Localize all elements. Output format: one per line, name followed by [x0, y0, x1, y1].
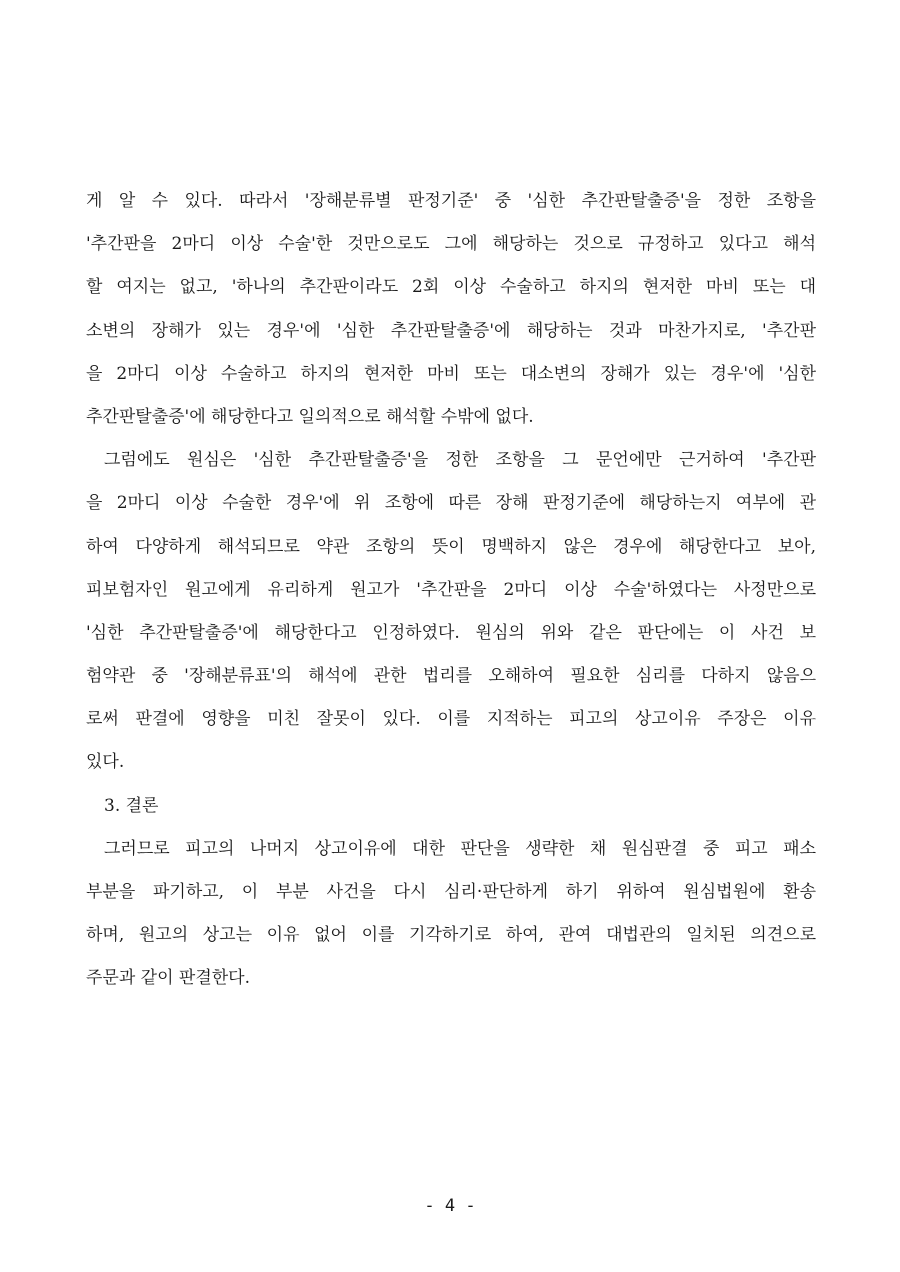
text-line: '심한 추간판탈출증'에 해당한다고 인정하였다. 원심의 위와 같은 판단에는 이 사건 보 — [86, 622, 816, 643]
paragraph-4 — [86, 828, 816, 1001]
text-line: 험약관 중 '장해분류표'의 해석에 관한 법리를 오해하여 필요한 심리를 다하지 않음으 — [86, 666, 816, 687]
paragraph-1 — [86, 180, 816, 439]
text-line: 그러므로 피고의 나머지 상고이유에 대한 판단을 생략한 채 원심판결 중 피고 패소 — [104, 838, 816, 859]
text-line: 하며, 원고의 상고는 이유 없어 이를 기각하기로 하여, 관여 대법관의 일치된 의견으로 — [86, 925, 816, 946]
text-line: 로써 판결에 영향을 미친 잘못이 있다. 이를 지적하는 피고의 상고이유 주장은 이유 — [86, 709, 816, 730]
text-line: 피보험자인 원고에게 유리하게 원고가 '추간판을 2마디 이상 수술'하였다는 사정만으로 — [86, 579, 816, 600]
paragraph-2 — [86, 439, 816, 785]
text-line: 게 알 수 있다. 따라서 '장해분류별 판정기준' 중 '심한 추간판탈출증'을 정한 조항을 — [86, 191, 816, 211]
document-body — [86, 180, 816, 1001]
text-line: '추간판을 2마디 이상 수술'한 것만으로도 그에 해당하는 것으로 규정하고 있다고 해석 — [86, 234, 816, 255]
text-line: 있다. — [86, 752, 125, 773]
text-line: 할 여지는 없고, '하나의 추간판이라도 2회 이상 수술하고 하지의 현저한 마비 또는 대 — [86, 277, 816, 298]
text-line: 추간판탈출증'에 해당한다고 일의적으로 해석할 수밖에 없다. — [86, 406, 534, 427]
section-heading-conclusion — [86, 785, 816, 828]
heading-text: 3. 결론 — [104, 795, 159, 816]
text-line: 을 2마디 이상 수술하고 하지의 현저한 마비 또는 대소변의 장해가 있는 경우'에 '심한 — [86, 363, 816, 384]
text-line: 을 2마디 이상 수술한 경우'에 위 조항에 따른 장해 판정기준에 해당하는지 여부에 관 — [86, 493, 816, 514]
text-line: 소변의 장해가 있는 경우'에 '심한 추간판탈출증'에 해당하는 것과 마찬가지로, '추간판 — [86, 320, 816, 341]
text-line: 그럼에도 원심은 '심한 추간판탈출증'을 정한 조항을 그 문언에만 근거하여 '추간판 — [104, 450, 816, 471]
text-line: 하여 다양하게 해석되므로 약관 조항의 뜻이 명백하지 않은 경우에 해당한다고 보아, — [86, 536, 816, 557]
text-line: 주문과 같이 판결한다. — [86, 968, 251, 989]
page-number: - 4 - — [424, 1196, 476, 1216]
text-line: 부분을 파기하고, 이 부분 사건을 다시 심리·판단하게 하기 위하여 원심법원에 환송 — [86, 882, 816, 902]
